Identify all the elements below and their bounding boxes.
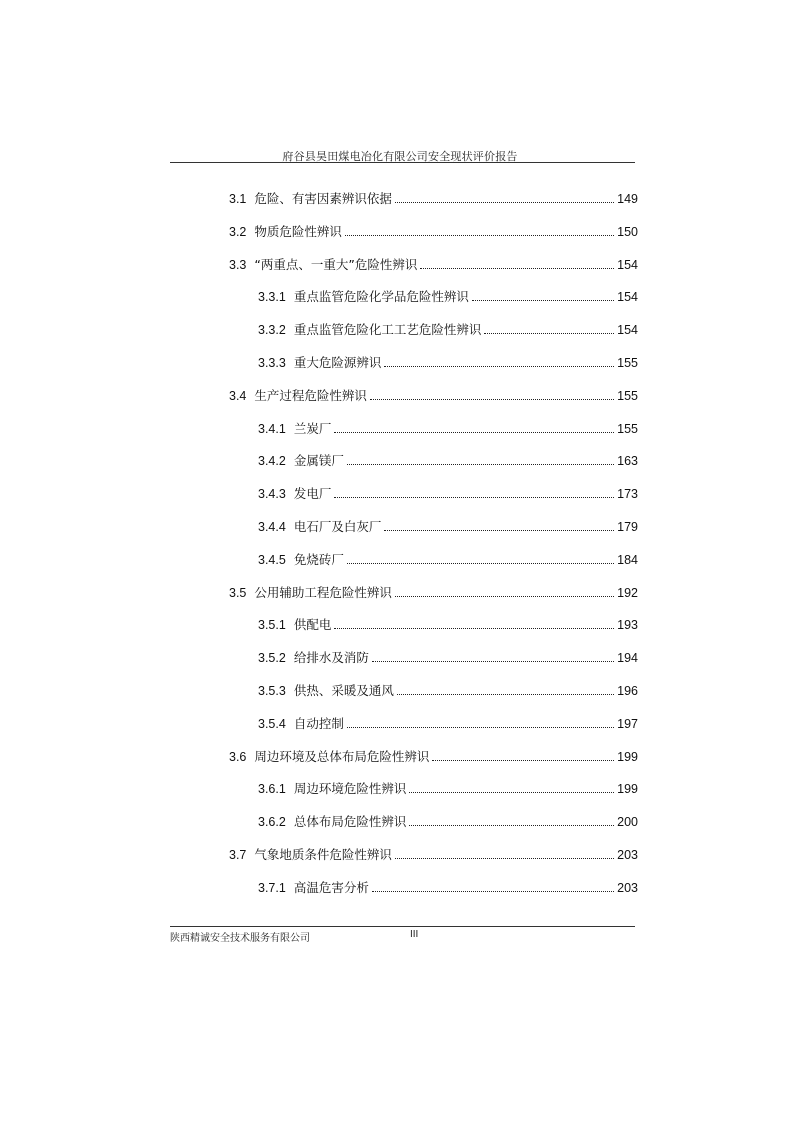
toc-dot-leader [384, 366, 614, 367]
toc-entry-page: 203 [617, 880, 638, 895]
footer-page-number: III [410, 929, 419, 940]
toc-entry-title: 重大危险源辨识 [293, 355, 382, 370]
toc-entry-number: 3.6.1 [258, 782, 286, 797]
toc-entry-number: 3.4.1 [258, 421, 286, 436]
toc-dot-leader [384, 530, 614, 531]
toc-entry-page: 196 [617, 684, 638, 698]
toc-entry-number: 3.4.2 [258, 454, 286, 469]
toc-entry-page: 154 [617, 257, 638, 272]
toc-entry-page: 197 [617, 716, 638, 731]
toc-dot-leader [334, 432, 614, 433]
toc-entry-number: 3.3 [229, 257, 247, 272]
toc-entry[interactable] [258, 541, 638, 569]
toc-entry[interactable] [258, 606, 638, 634]
toc-entry-title: 兰炭厂 [293, 420, 332, 436]
toc-entry[interactable] [229, 246, 638, 274]
toc-entry-title: 重点监管危险化学品危险性辨识 [293, 289, 469, 305]
toc-entry-page: 154 [617, 290, 638, 305]
toc-entry-page: 179 [617, 520, 638, 534]
toc-entry-number: 3.3.2 [258, 323, 286, 338]
toc-entry-number: 3.2 [229, 224, 247, 239]
toc-entry[interactable] [258, 672, 638, 700]
toc-entry-title: 公用辅助工程危险性辨识 [254, 584, 392, 600]
toc-entry[interactable] [229, 213, 638, 241]
toc-entry[interactable] [258, 442, 638, 470]
toc-dot-leader [409, 792, 614, 793]
toc-entry-title: 周边环境危险性辨识 [293, 781, 407, 797]
toc-entry-page: 155 [617, 356, 638, 370]
toc-entry-title: 总体布局危险性辨识 [293, 814, 407, 830]
toc-dot-leader [395, 596, 614, 597]
toc-entry-page: 173 [617, 487, 638, 502]
toc-entry-title: 生产过程危险性辨识 [254, 387, 367, 403]
toc-entry-title: 高温危害分析 [293, 879, 369, 895]
toc-entry[interactable] [258, 639, 638, 667]
toc-entry-page: 154 [617, 323, 638, 338]
toc-dot-leader [432, 760, 614, 761]
toc-dot-leader [395, 202, 614, 203]
toc-dot-leader [347, 464, 614, 465]
toc-entry[interactable] [229, 377, 638, 405]
toc-entry[interactable] [258, 475, 638, 503]
footer-company-name: 陕西精诚安全技术服务有限公司 [170, 933, 310, 944]
toc-entry-number: 3.3.1 [258, 290, 286, 305]
toc-entry-title: “两重点、一重大”危险性辨识 [254, 256, 418, 272]
toc-entry-number: 3.7 [229, 848, 247, 862]
footer-divider [170, 926, 635, 927]
toc-entry[interactable] [229, 574, 638, 602]
toc-dot-leader [397, 694, 614, 695]
toc-entry-page: 184 [617, 552, 638, 567]
toc-entry-number: 3.4.4 [258, 520, 286, 534]
toc-entry-page: 194 [617, 651, 638, 666]
toc-entry-number: 3.5.3 [258, 684, 286, 698]
toc-entry[interactable] [229, 738, 638, 766]
toc-entry-title: 金属镁厂 [293, 453, 344, 469]
toc-entry-title: 周边环境及总体布局危险性辨识 [254, 748, 430, 764]
toc-entry[interactable] [229, 836, 638, 864]
toc-entry[interactable] [258, 869, 638, 897]
toc-entry[interactable] [258, 705, 638, 733]
toc-entry-title: 供热、采暖及通风 [293, 683, 394, 698]
toc-entry-page: 200 [617, 815, 638, 830]
toc-entry-title: 发电厂 [293, 486, 332, 502]
toc-dot-leader [372, 891, 614, 892]
toc-entry-title: 给排水及消防 [293, 650, 369, 666]
toc-entry-title: 重点监管危险化工工艺危险性辨识 [293, 322, 482, 338]
toc-entry[interactable] [258, 803, 638, 831]
toc-dot-leader [484, 333, 614, 334]
toc-entry-page: 155 [617, 421, 638, 436]
toc-entry[interactable] [258, 278, 638, 306]
toc-entry-number: 3.4 [229, 388, 247, 403]
toc-entry-title: 危险、有害因素辨识依据 [254, 191, 392, 206]
toc-entry-title: 免烧砖厂 [293, 551, 344, 567]
toc-entry-page: 193 [617, 618, 638, 633]
toc-entry-title: 气象地质条件危险性辨识 [254, 847, 392, 862]
toc-entry[interactable] [258, 508, 638, 536]
toc-entry-number: 3.5.4 [258, 716, 286, 731]
toc-entry-number: 3.4.3 [258, 487, 286, 502]
toc-dot-leader [372, 661, 614, 662]
toc-entry-title: 物质危险性辨识 [254, 223, 342, 239]
toc-entry[interactable] [258, 770, 638, 798]
toc-entry-title: 电石厂及白灰厂 [293, 519, 382, 534]
toc-dot-leader [472, 300, 614, 301]
toc-entry-page: 150 [617, 224, 638, 239]
toc-entry-number: 3.4.5 [258, 552, 286, 567]
toc-dot-leader [334, 497, 614, 498]
toc-entry-number: 3.5.2 [258, 651, 286, 666]
toc-entry-page: 155 [617, 388, 638, 403]
page-header-title: 府谷县昊田煤电冶化有限公司安全现状评价报告 [282, 150, 518, 163]
toc-entry-page: 192 [617, 585, 638, 600]
toc-entry-number: 3.3.3 [258, 356, 286, 370]
toc-dot-leader [345, 235, 614, 236]
toc-dot-leader [347, 563, 614, 564]
toc-entry-title: 供配电 [293, 617, 332, 633]
toc-entry[interactable] [258, 311, 638, 339]
toc-entry-page: 199 [617, 749, 638, 764]
toc-entry-title: 自动控制 [293, 715, 344, 731]
toc-dot-leader [409, 825, 614, 826]
toc-dot-leader [334, 628, 614, 629]
toc-entry-number: 3.6 [229, 749, 247, 764]
toc-entry-page: 163 [617, 454, 638, 469]
toc-dot-leader [420, 268, 614, 269]
header-divider [170, 162, 635, 163]
toc-dot-leader [370, 399, 614, 400]
toc-entry-page: 199 [617, 782, 638, 797]
toc-dot-leader [347, 727, 614, 728]
toc-dot-leader [395, 858, 614, 859]
toc-entry[interactable] [258, 410, 638, 438]
toc-entry-number: 3.1 [229, 192, 247, 206]
toc-entry-number: 3.7.1 [258, 880, 286, 895]
toc-entry-page: 149 [617, 192, 638, 206]
toc-entry-number: 3.5.1 [258, 618, 286, 633]
toc-entry-page: 203 [617, 848, 638, 862]
toc-entry[interactable] [258, 344, 638, 372]
toc-entry-number: 3.5 [229, 585, 247, 600]
toc-entry-number: 3.6.2 [258, 815, 286, 830]
toc-entry[interactable] [229, 180, 638, 208]
